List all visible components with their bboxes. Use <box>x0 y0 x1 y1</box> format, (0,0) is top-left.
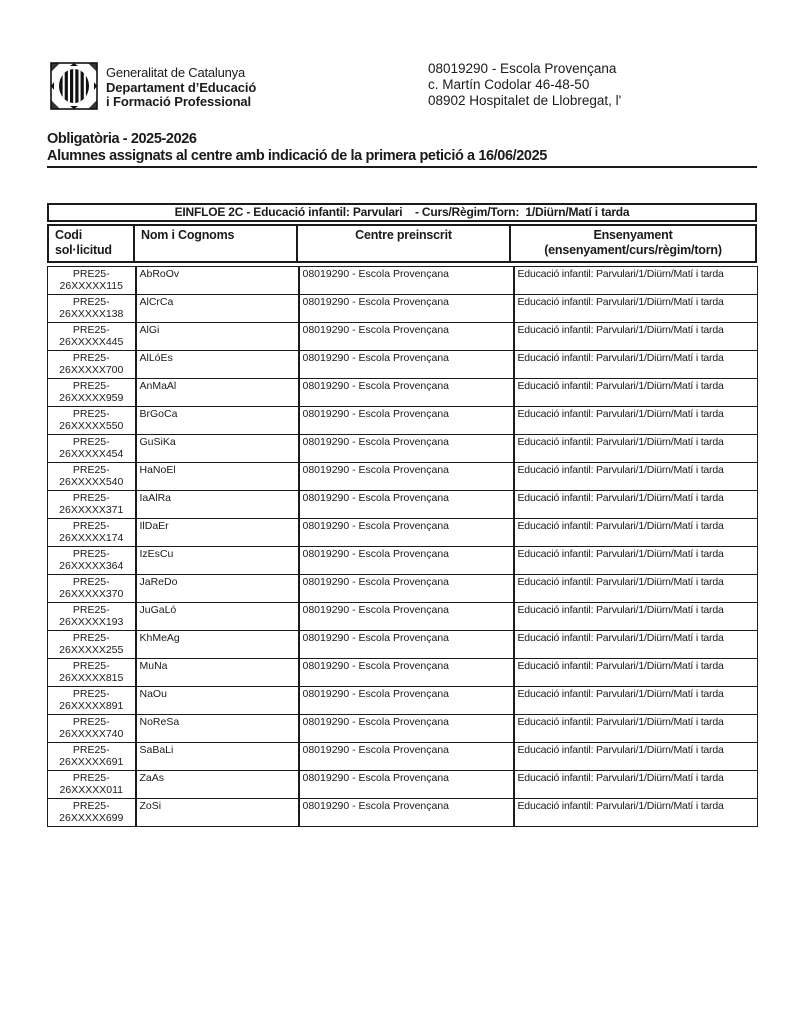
table-row <box>48 715 758 743</box>
org-identity <box>106 66 256 110</box>
cell-codi: PRE25- 26XXXXX138 <box>48 295 136 323</box>
title-period: Obligatòria - 2025-2026 <box>47 131 197 147</box>
org-line-3: i Formació Professional <box>106 94 252 109</box>
cell-nom: IaAlRa <box>136 491 299 519</box>
cell-codi: PRE25- 26XXXXX699 <box>48 799 136 827</box>
table-row <box>48 799 758 827</box>
cell-ensenyament: Educació infantil: Parvulari/1/Diürn/Matí i tarda <box>514 351 758 379</box>
cell-nom: SaBaLi <box>136 743 299 771</box>
cell-centre: 08019290 - Escola Provençana <box>299 519 514 547</box>
cell-nom: AlGi <box>136 323 299 351</box>
cell-nom: AbRoOv <box>136 267 299 295</box>
cell-ensenyament: Educació infantil: Parvulari/1/Diürn/Matí i tarda <box>514 659 758 687</box>
column-header-ensenyament: Ensenyament (ensenyament/curs/règim/torn) <box>544 228 722 257</box>
table-row <box>48 547 758 575</box>
cell-codi: PRE25- 26XXXXX255 <box>48 631 136 659</box>
cell-codi: PRE25- 26XXXXX193 <box>48 603 136 631</box>
cell-nom: IlDaEr <box>136 519 299 547</box>
cell-ensenyament: Educació infantil: Parvulari/1/Diürn/Matí i tarda <box>514 715 758 743</box>
cell-nom: JaReDo <box>136 575 299 603</box>
cell-ensenyament: Educació infantil: Parvulari/1/Diürn/Matí i tarda <box>514 799 758 827</box>
cell-ensenyament: Educació infantil: Parvulari/1/Diürn/Matí i tarda <box>514 519 758 547</box>
cell-ensenyament: Educació infantil: Parvulari/1/Diürn/Matí i tarda <box>514 267 758 295</box>
table-row <box>48 435 758 463</box>
table-row <box>48 323 758 351</box>
generalitat-seal-icon <box>50 62 98 110</box>
cell-codi: PRE25- 26XXXXX174 <box>48 519 136 547</box>
assignments-table <box>47 266 758 827</box>
cell-codi: PRE25- 26XXXXX959 <box>48 379 136 407</box>
cell-centre: 08019290 - Escola Provençana <box>299 463 514 491</box>
cell-ensenyament: Educació infantil: Parvulari/1/Diürn/Matí i tarda <box>514 379 758 407</box>
cell-centre: 08019290 - Escola Provençana <box>299 379 514 407</box>
cell-codi: PRE25- 26XXXXX691 <box>48 743 136 771</box>
cell-centre: 08019290 - Escola Provençana <box>299 715 514 743</box>
cell-nom: KhMeAg <box>136 631 299 659</box>
cell-codi: PRE25- 26XXXXX115 <box>48 267 136 295</box>
table-row <box>48 295 758 323</box>
assignments-tbody <box>48 267 758 827</box>
cell-ensenyament: Educació infantil: Parvulari/1/Diürn/Matí i tarda <box>514 435 758 463</box>
cell-codi: PRE25- 26XXXXX371 <box>48 491 136 519</box>
table-row <box>48 575 758 603</box>
cell-ensenyament: Educació infantil: Parvulari/1/Diürn/Matí i tarda <box>514 491 758 519</box>
cell-nom: JuGaLó <box>136 603 299 631</box>
cell-ensenyament: Educació infantil: Parvulari/1/Diürn/Matí i tarda <box>514 687 758 715</box>
cell-centre: 08019290 - Escola Provençana <box>299 435 514 463</box>
cell-centre: 08019290 - Escola Provençana <box>299 743 514 771</box>
table-row <box>48 687 758 715</box>
cell-ensenyament: Educació infantil: Parvulari/1/Diürn/Matí i tarda <box>514 463 758 491</box>
table-row <box>48 771 758 799</box>
school-city: 08902 Hospitalet de Llobregat, l' <box>428 93 622 108</box>
school-code-name: 08019290 - Escola Provençana <box>428 61 617 76</box>
table-row <box>48 743 758 771</box>
cell-centre: 08019290 - Escola Provençana <box>299 547 514 575</box>
cell-centre: 08019290 - Escola Provençana <box>299 631 514 659</box>
cell-nom: GuSiKa <box>136 435 299 463</box>
school-street: c. Martín Codolar 46-48-50 <box>428 77 590 92</box>
cell-nom: IzEsCu <box>136 547 299 575</box>
assignments-section <box>47 203 757 827</box>
table-row <box>48 463 758 491</box>
cell-centre: 08019290 - Escola Provençana <box>299 351 514 379</box>
table-row <box>48 351 758 379</box>
cell-codi: PRE25- 26XXXXX550 <box>48 407 136 435</box>
cell-centre: 08019290 - Escola Provençana <box>299 799 514 827</box>
cell-codi: PRE25- 26XXXXX011 <box>48 771 136 799</box>
table-row <box>48 491 758 519</box>
cell-nom: AlCrCa <box>136 295 299 323</box>
table-row <box>48 407 758 435</box>
cell-centre: 08019290 - Escola Provençana <box>299 491 514 519</box>
document-titles <box>47 131 547 164</box>
cell-codi: PRE25- 26XXXXX700 <box>48 351 136 379</box>
school-address-block <box>428 61 621 109</box>
table-column-headers <box>47 224 757 263</box>
cell-centre: 08019290 - Escola Provençana <box>299 295 514 323</box>
cell-nom: MuNa <box>136 659 299 687</box>
cell-nom: HaNoEl <box>136 463 299 491</box>
cell-centre: 08019290 - Escola Provençana <box>299 407 514 435</box>
table-row <box>48 659 758 687</box>
table-row <box>48 379 758 407</box>
cell-nom: NaOu <box>136 687 299 715</box>
cell-codi: PRE25- 26XXXXX540 <box>48 463 136 491</box>
cell-ensenyament: Educació infantil: Parvulari/1/Diürn/Matí i tarda <box>514 631 758 659</box>
cell-nom: AnMaAl <box>136 379 299 407</box>
cell-ensenyament: Educació infantil: Parvulari/1/Diürn/Matí i tarda <box>514 547 758 575</box>
column-header-nom: Nom i Cognoms <box>135 226 298 261</box>
cell-ensenyament: Educació infantil: Parvulari/1/Diürn/Matí i tarda <box>514 743 758 771</box>
cell-codi: PRE25- 26XXXXX445 <box>48 323 136 351</box>
table-row <box>48 519 758 547</box>
cell-codi: PRE25- 26XXXXX454 <box>48 435 136 463</box>
cell-ensenyament: Educació infantil: Parvulari/1/Diürn/Matí i tarda <box>514 603 758 631</box>
org-line-1: Generalitat de Catalunya <box>106 65 246 80</box>
table-row <box>48 631 758 659</box>
cell-codi: PRE25- 26XXXXX891 <box>48 687 136 715</box>
cell-ensenyament: Educació infantil: Parvulari/1/Diürn/Matí i tarda <box>514 295 758 323</box>
table-row <box>48 603 758 631</box>
cell-codi: PRE25- 26XXXXX370 <box>48 575 136 603</box>
cell-codi: PRE25- 26XXXXX815 <box>48 659 136 687</box>
cell-centre: 08019290 - Escola Provençana <box>299 603 514 631</box>
cell-nom: BrGoCa <box>136 407 299 435</box>
cell-ensenyament: Educació infantil: Parvulari/1/Diürn/Matí i tarda <box>514 771 758 799</box>
table-band-title: EINFLOE 2C - Educació infantil: Parvulari - Curs/Règim/Torn: 1/Diürn/Matí i tarda <box>47 203 757 222</box>
title-main: Alumnes assignats al centre amb indicació de la primera petició a 16/06/2025 <box>47 147 547 164</box>
cell-ensenyament: Educació infantil: Parvulari/1/Diürn/Matí i tarda <box>514 575 758 603</box>
org-line-2: Departament d’Educació <box>106 79 257 95</box>
column-header-codi: Codi sol·licitud <box>49 226 135 261</box>
cell-centre: 08019290 - Escola Provençana <box>299 323 514 351</box>
cell-codi: PRE25- 26XXXXX364 <box>48 547 136 575</box>
cell-nom: AlLóEs <box>136 351 299 379</box>
title-underline <box>47 166 757 168</box>
column-header-centre: Centre preinscrit <box>298 226 511 261</box>
table-row <box>48 267 758 295</box>
cell-centre: 08019290 - Escola Provençana <box>299 575 514 603</box>
cell-nom: ZoSi <box>136 799 299 827</box>
cell-centre: 08019290 - Escola Provençana <box>299 771 514 799</box>
cell-centre: 08019290 - Escola Provençana <box>299 267 514 295</box>
cell-nom: ZaAs <box>136 771 299 799</box>
cell-ensenyament: Educació infantil: Parvulari/1/Diürn/Matí i tarda <box>514 407 758 435</box>
cell-codi: PRE25- 26XXXXX740 <box>48 715 136 743</box>
cell-centre: 08019290 - Escola Provençana <box>299 687 514 715</box>
cell-nom: NoReSa <box>136 715 299 743</box>
cell-ensenyament: Educació infantil: Parvulari/1/Diürn/Matí i tarda <box>514 323 758 351</box>
cell-centre: 08019290 - Escola Provençana <box>299 659 514 687</box>
